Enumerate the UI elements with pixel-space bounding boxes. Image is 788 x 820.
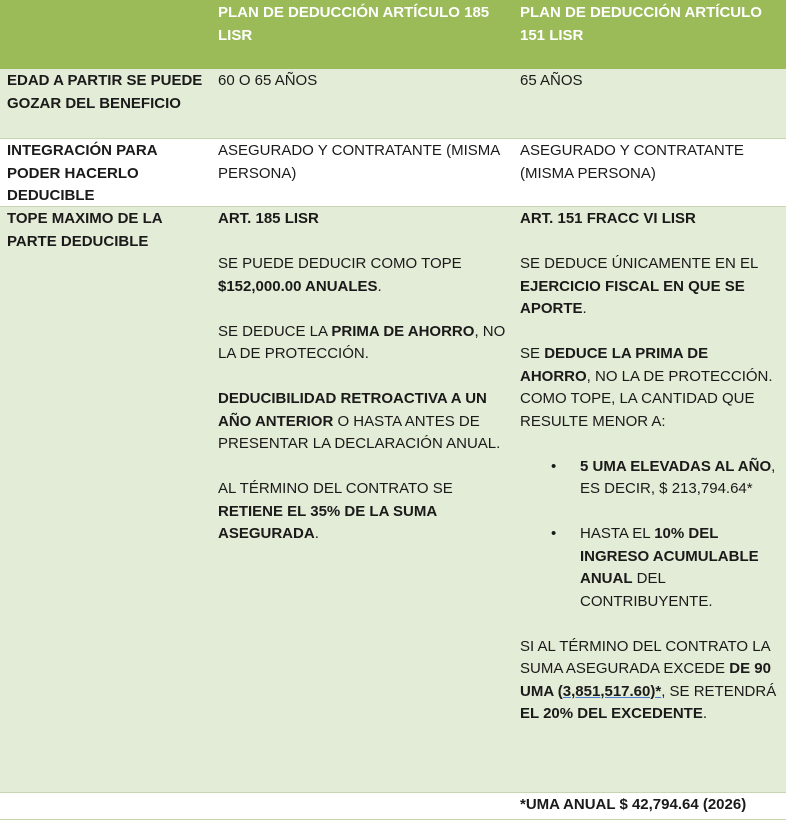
table-row-tope	[0, 207, 786, 792]
bullet-icon: •	[551, 457, 557, 475]
edad-185-value: 60 O 65 AÑOS	[218, 72, 318, 89]
tope-151-paragraph-3: SI AL TÉRMINO DEL CONTRATO LA SUMA ASEGURADA EXCEDE DE 90 UMA (3,851,517.60)*, SE RETENDRÁ EL 20% DEL EXCEDENTE.	[520, 637, 777, 722]
bullet-item-uma: • 5 UMA ELEVADAS AL AÑO, ES DECIR, $ 213,794.64*	[551, 457, 776, 497]
bullet-item-ingreso: • HASTA EL 10% DEL INGRESO ACUMULABLE ANUAL DEL CONTRIBUYENTE.	[551, 525, 759, 610]
table-row-edad	[0, 69, 786, 139]
tope-185-paragraph-3: DEDUCIBILIDAD RETROACTIVA A UN AÑO ANTERIOR O HASTA ANTES DE PRESENTAR LA DECLARACIÓN ANUAL.	[218, 390, 501, 452]
tope-185-title: ART. 185 LISR	[218, 210, 319, 227]
edad-151-value: 65 AÑOS	[520, 72, 583, 89]
header-plan-151: PLAN DE DEDUCCIÓN ARTÍCULO 151 LISR	[520, 4, 762, 44]
integracion-185-value: ASEGURADO Y CONTRATANTE (MISMA PERSONA)	[218, 142, 500, 182]
bullet-icon: •	[551, 525, 557, 542]
table-row-footnote	[0, 792, 786, 820]
tope-151-title: ART. 151 FRACC VI LISR	[520, 210, 696, 227]
footnote-uma-anual: *UMA ANUAL $ 42,794.64 (2026)	[520, 796, 747, 813]
uma-amount-link[interactable]: 3,851,517.60)*	[562, 682, 662, 700]
table-header-row	[0, 0, 786, 69]
row-label-tope: TOPE MAXIMO DE LA PARTE DEDUCIBLE	[7, 210, 163, 250]
integracion-151-value: ASEGURADO Y CONTRATANTE (MISMA PERSONA)	[520, 142, 744, 182]
tope-185-paragraph-1: SE PUEDE DEDUCIR COMO TOPE $152,000.00 ANUALES.	[218, 255, 462, 295]
tope-185-paragraph-2: SE DEDUCE LA PRIMA DE AHORRO, NO LA DE PROTECCIÓN.	[218, 322, 506, 362]
table-row-integracion	[0, 139, 786, 207]
tope-151-content	[520, 208, 782, 726]
row-label-integracion: INTEGRACIÓN PARA PODER HACERLO DEDUCIBLE	[7, 142, 157, 204]
tope-185-content	[218, 208, 508, 546]
row-label-edad: EDAD A PARTIR SE PUEDE GOZAR DEL BENEFICIO	[7, 72, 203, 112]
tope-151-paragraph-2: SE DEDUCE LA PRIMA DE AHORRO, NO LA DE PROTECCIÓN. COMO TOPE, LA CANTIDAD QUE RESULTE MENOR A:	[520, 345, 773, 430]
tope-185-paragraph-4: AL TÉRMINO DEL CONTRATO SE RETIENE EL 35% DE LA SUMA ASEGURADA.	[218, 480, 453, 542]
header-plan-185: PLAN DE DEDUCCIÓN ARTÍCULO 185 LISR	[218, 4, 490, 44]
tope-151-paragraph-1: SE DEDUCE ÚNICAMENTE EN EL EJERCICIO FISCAL EN QUE SE APORTE.	[520, 255, 758, 317]
